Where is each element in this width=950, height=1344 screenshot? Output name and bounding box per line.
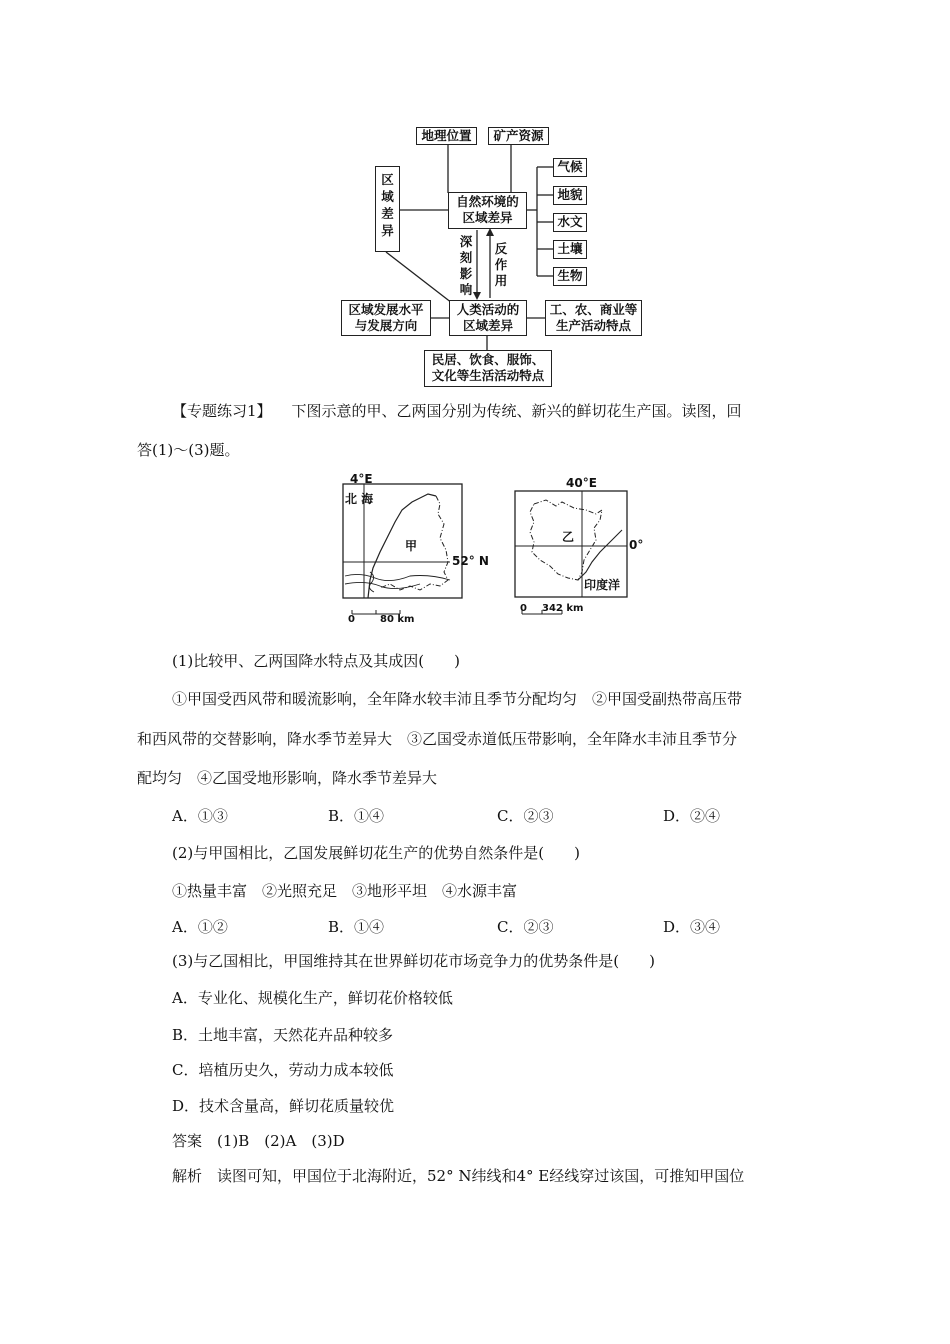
natural-env-line2: 区域差异 — [462, 210, 513, 225]
map-jia-lon: 4°E — [350, 472, 373, 486]
answer-line: 答案 (1)B (2)A (3)D — [172, 1132, 345, 1150]
industry-line2: 生产活动特点 — [555, 318, 631, 333]
map-yi-ocean: 印度洋 — [584, 578, 621, 592]
label-deep-influence: 深刻影响 — [459, 234, 473, 297]
box-region-diff — [375, 166, 400, 252]
q1-stem: (1)比较甲、乙两国降水特点及其成因( ) — [172, 652, 460, 670]
map-yi-scale-zero: 0 — [520, 603, 527, 614]
map-jia-sea: 北 海 — [345, 492, 374, 506]
q2-option-d: D．③④ — [663, 918, 721, 936]
box-dev-level — [341, 300, 431, 336]
map-yi-country: 乙 — [562, 530, 575, 544]
map-yi-scale: 342 km — [542, 603, 584, 614]
box-soil: 土壤 — [553, 240, 587, 259]
region-diff-text: 区域差异 — [381, 172, 394, 238]
map-jia-lat: 52° N — [452, 554, 489, 568]
box-industry — [545, 300, 642, 336]
analysis-line: 解析 读图可知，甲国位于北海附近，52° N纬线和4° E经线穿过该国，可推知甲国位 — [172, 1167, 745, 1185]
q3-option-b: B．土地丰富，天然花卉品种较多 — [172, 1026, 394, 1044]
human-line2: 区域差异 — [462, 318, 513, 333]
intro-text: 下图示意的甲、乙两国分别为传统、新兴的鲜切花生产国。读图，回 — [291, 402, 742, 420]
living-line1: 民居、饮食、服饰、 — [431, 352, 545, 367]
q2-stem: (2)与甲国相比，乙国发展鲜切花生产的优势自然条件是( ) — [172, 844, 580, 862]
intro-tag: 【专题练习1】 — [172, 402, 272, 420]
industry-line1: 工、农、商业等 — [549, 302, 638, 317]
box-hydrology: 水文 — [553, 213, 587, 232]
map-jia-scale-zero: 0 — [348, 614, 355, 625]
q1-option-d: D．②④ — [663, 807, 721, 825]
dev-level-line2: 与发展方向 — [354, 318, 418, 333]
natural-env-line1: 自然环境的 — [456, 194, 519, 209]
q3-option-c: C．培植历史久，劳动力成本较低 — [172, 1061, 394, 1079]
box-living — [424, 350, 552, 387]
q2-option-c: C．②③ — [497, 918, 554, 936]
box-natural-env — [448, 192, 527, 229]
q2-items: ①热量丰富 ②光照充足 ③地形平坦 ④水源丰富 — [172, 882, 518, 900]
box-landform: 地貌 — [553, 186, 587, 205]
intro-line2: 答(1)～(3)题。 — [137, 441, 240, 459]
box-climate: 气候 — [553, 158, 587, 177]
map-yi-lat: 0° — [629, 538, 644, 552]
map-yi-graphic — [512, 480, 632, 620]
box-geo-location: 地理位置 — [416, 127, 477, 145]
dev-level-line1: 区域发展水平 — [348, 302, 424, 317]
q2-option-a: A．①② — [172, 918, 228, 936]
q3-option-a: A．专业化、规模化生产，鲜切花价格较低 — [172, 989, 453, 1007]
q1-line1: ①甲国受西风带和暖流影响，全年降水较丰沛且季节分配均匀 ②甲国受副热带高压带 — [172, 690, 743, 708]
q1-line3: 配均匀 ④乙国受地形影响，降水季节差异大 — [137, 769, 438, 787]
q2-option-b: B．①④ — [328, 918, 385, 936]
box-mineral: 矿产资源 — [488, 127, 549, 145]
label-counter-effect: 反作用 — [494, 241, 508, 288]
map-yi-lon: 40°E — [566, 476, 597, 490]
q1-option-b: B．①④ — [328, 807, 385, 825]
q1-line2: 和西风带的交替影响，降水季节差异大 ③乙国受赤道低压带影响，全年降水丰沛且季节分 — [137, 730, 738, 748]
box-human-activity — [449, 300, 527, 336]
box-biology: 生物 — [553, 267, 587, 286]
q3-stem: (3)与乙国相比，甲国维持其在世界鲜切花市场竞争力的优势条件是( ) — [172, 952, 655, 970]
map-jia-scale: 80 km — [380, 614, 415, 625]
human-line1: 人类活动的 — [456, 302, 520, 317]
q1-option-a: A．①③ — [172, 807, 228, 825]
intro-line1 — [172, 401, 742, 421]
q1-option-c: C．②③ — [497, 807, 554, 825]
q3-option-d: D．技术含量高，鲜切花质量较优 — [172, 1097, 395, 1115]
living-line2: 文化等生活活动特点 — [431, 368, 545, 383]
map-jia-country: 甲 — [405, 539, 418, 553]
